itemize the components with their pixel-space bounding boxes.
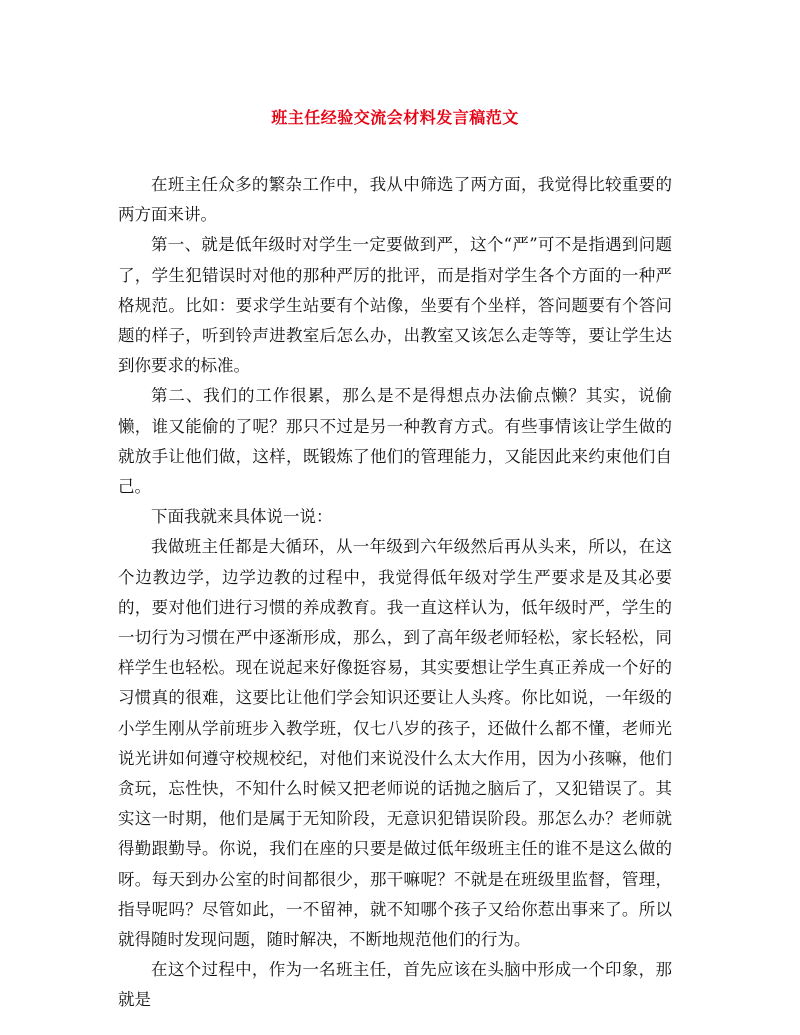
paragraph-intro: 在班主任众多的繁杂工作中，我从中筛选了两方面，我觉得比较重要的两方面来讲。 — [118, 175, 672, 225]
paragraph-transition: 下面我就来具体说一说： — [151, 507, 333, 527]
paragraph-process: 在这个过程中，作为一名班主任，首先应该在头脑中形成一个印象，那就是 — [118, 960, 672, 1010]
paragraph-point-one: 第一、就是低年级时对学生一定要做到严，这个“严”可不是指遇到问题了，学生犯错误时对他的那种严厉的批评，而是指对学生各个方面的一种严格规范。比如：要求学生站要有个站像，坐要有个坐样，答问题要有个答问题的样子，听到铃声进教室后怎么办，出教室又该怎么走等等，要让学生达到你要求的标准。 — [118, 235, 672, 376]
document-body — [118, 170, 672, 1016]
paragraph-point-two: 第二、我们的工作很累，那么是不是得想点办法偷点懒？其实，说偷懒，谁又能偷的了呢？那只不过是另一种教育方式。有些事情该让学生做的就放手让他们做，这样，既锻炼了他们的管理能力，又能因此来约束他们自己。 — [118, 386, 672, 497]
document-title: 班主任经验交流会材料发言稿范文 — [271, 108, 519, 127]
paragraph-experience: 我做班主任都是大循环，从一年级到六年级然后再从头来，所以，在这个边教边学，边学边教的过程中，我觉得低年级对学生严要求是及其必要的，要对他们进行习惯的养成教育。我一直这样认为，低年级时严，学生的一切行为习惯在严中逐渐形成，那么，到了高年级老师轻松，家长轻松，同样学生也轻松。现在说起来好像挺容易，其实要想让学生真正养成一个好的习惯真的很难，这要比让他们学会知识还要让人头疼。你比如说，一年级的小学生刚从学前班步入教学班，仅七八岁的孩子，还做什么都不懂，老师光说光讲如何遵守校规校纪，对他们来说没什么太大作用，因为小孩嘛，他们贪玩，忘性快，不知什么时候又把老师说的话抛之脑后了，又犯错误了。其实这一时期，他们是属于无知阶段，无意识犯错误阶段。那怎么办？老师就得勤跟勤导。你说，我们在座的只要是做过低年级班主任的谁不是这么做的呀。每天到办公室的时间都很少，那干嘛呢？不就是在班级里监督，管理，指导呢吗？尽管如此，一不留神，就不知哪个孩子又给你惹出事来了。所以就得随时发现问题，随时解决，不断地规范他们的行为。 — [118, 537, 672, 950]
